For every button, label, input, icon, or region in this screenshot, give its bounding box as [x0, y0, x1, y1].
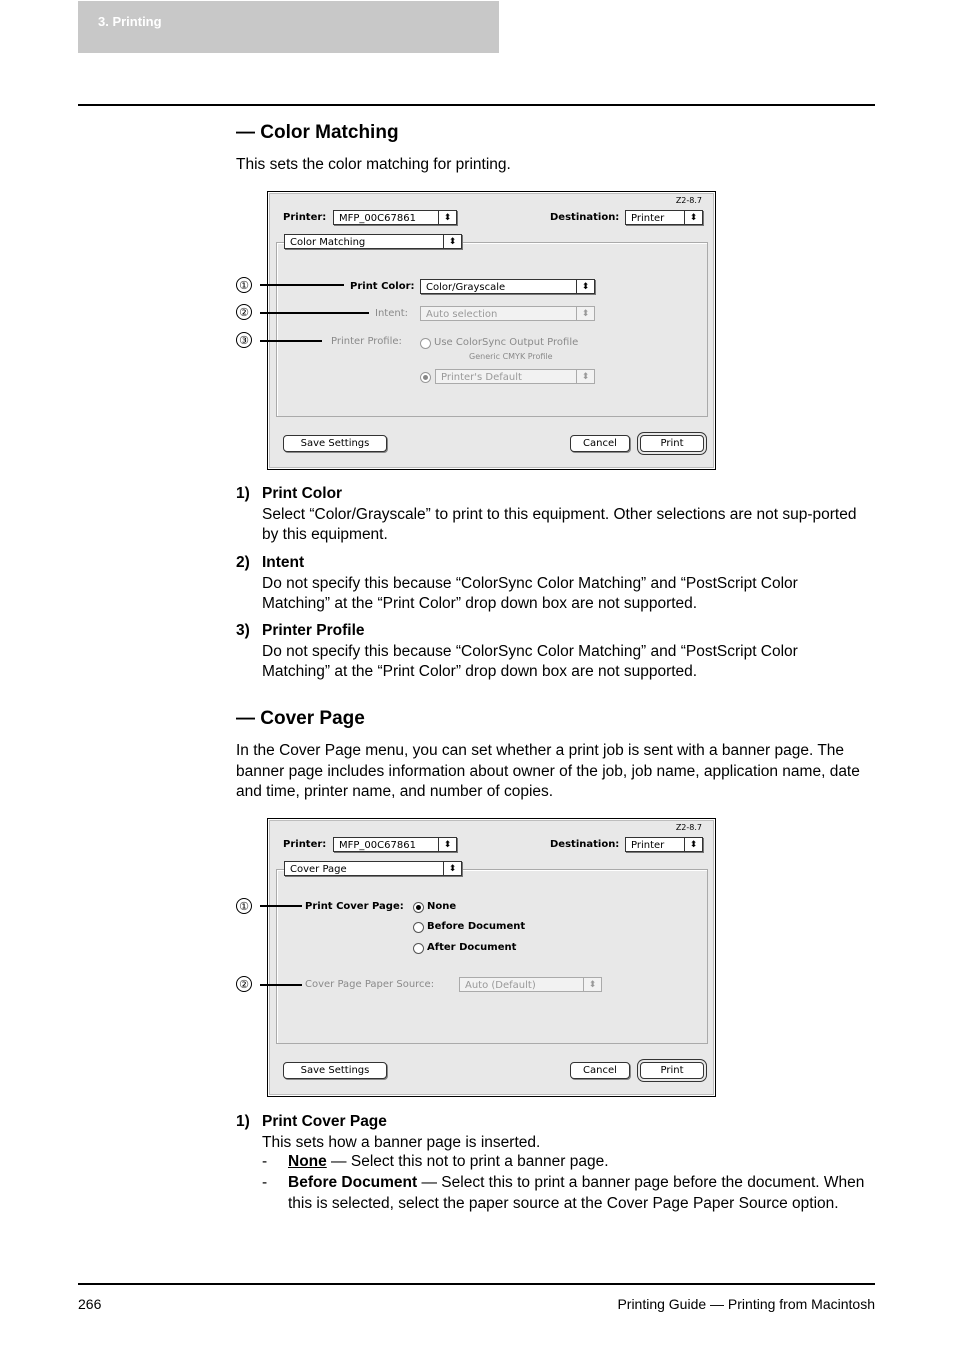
settings-group-box — [276, 242, 708, 417]
callout-3: ③ — [236, 332, 252, 348]
print-cover-page-label: Print Cover Page: — [305, 901, 404, 912]
callout-1: ① — [236, 898, 252, 914]
printer-popup-value: MFP_00C67861 — [339, 213, 416, 224]
popup-arrows-icon: ⬍ — [576, 280, 594, 293]
bullet-dash: - — [262, 1153, 268, 1170]
popup-arrows-icon: ⬍ — [684, 211, 702, 224]
callout-2: ② — [236, 304, 252, 320]
callout-line — [260, 340, 322, 342]
bottom-rule — [78, 1283, 875, 1285]
dialog-version: Z2-8.7 — [675, 196, 702, 205]
after-document-option-label: After Document — [427, 942, 517, 953]
footer-title: Printing Guide — Printing from Macintosh — [617, 1296, 875, 1312]
popup-arrows-icon: ⬍ — [576, 370, 594, 383]
callout-line — [260, 312, 369, 314]
item-description: This sets how a banner page is inserted. — [262, 1133, 541, 1151]
callout-line — [260, 284, 344, 286]
cover-page-dialog — [267, 818, 716, 1097]
printer-label: Printer: — [283, 212, 327, 223]
bullet-dash: - — [262, 1174, 268, 1191]
item-description: Do not specify this because “ColorSync Color Matching” and “PostScript Color Matching” at the “Print Color” drop down box are not supported. — [262, 642, 798, 680]
item-number: 1) — [236, 1113, 250, 1130]
callout-line — [260, 905, 302, 907]
intent-popup[interactable] — [420, 306, 595, 321]
none-option-label: None — [427, 901, 457, 912]
printer-profile-label: Printer Profile: — [331, 336, 402, 347]
paper-source-popup[interactable] — [459, 977, 602, 992]
print-color-popup[interactable] — [420, 279, 595, 294]
item-title: Print Cover Page — [262, 1113, 387, 1130]
page-number: 266 — [78, 1296, 102, 1312]
print-color-value: Color/Grayscale — [426, 282, 506, 293]
destination-label: Destination: — [550, 839, 620, 850]
before-document-option-label: Before Document — [427, 921, 526, 932]
printer-popup[interactable] — [333, 837, 457, 852]
list-item — [236, 1112, 861, 1153]
callout-2: ② — [236, 976, 252, 992]
popup-arrows-icon: ⬍ — [438, 211, 456, 224]
popup-arrows-icon: ⬍ — [576, 307, 594, 320]
printer-label: Printer: — [283, 839, 327, 850]
settings-group-box — [276, 869, 708, 1044]
before-document-radio[interactable] — [413, 922, 424, 933]
print-color-label: Print Color: — [350, 281, 415, 292]
section-title: 3. Printing — [98, 14, 162, 29]
bullet-item — [262, 1152, 874, 1173]
printer-default-value: Printer's Default — [441, 372, 522, 383]
print-button[interactable]: Print — [640, 1062, 704, 1079]
intent-value: Auto selection — [426, 309, 498, 320]
item-title: Printer Profile — [262, 622, 365, 639]
bullet-text: — Select this not to print a banner page. — [326, 1153, 609, 1170]
after-document-radio[interactable] — [413, 943, 424, 954]
popup-arrows-icon: ⬍ — [443, 862, 461, 875]
popup-arrows-icon: ⬍ — [684, 838, 702, 851]
printer-popup-value: MFP_00C67861 — [339, 840, 416, 851]
destination-popup-value: Printer — [631, 213, 665, 224]
panel-popup[interactable] — [284, 234, 462, 249]
destination-label: Destination: — [550, 212, 620, 223]
destination-popup-value: Printer — [631, 840, 665, 851]
item-number: 2) — [236, 554, 250, 571]
destination-popup[interactable] — [625, 210, 703, 225]
section-header-tab — [78, 1, 499, 53]
panel-popup[interactable] — [284, 861, 462, 876]
panel-popup-value: Cover Page — [290, 864, 347, 875]
list-item — [236, 553, 861, 615]
item-title: Intent — [262, 554, 305, 571]
popup-arrows-icon: ⬍ — [438, 838, 456, 851]
colorsync-profile-radio[interactable] — [420, 338, 431, 349]
callout-1: ① — [236, 277, 252, 293]
color-matching-intro: This sets the color matching for printing. — [236, 156, 511, 173]
print-button[interactable]: Print — [640, 435, 704, 452]
item-number: 3) — [236, 622, 250, 639]
printer-default-popup[interactable] — [435, 369, 595, 384]
cover-page-heading: — Cover Page — [236, 708, 365, 729]
printer-popup[interactable] — [333, 210, 457, 225]
item-description: Do not specify this because “ColorSync Color Matching” and “PostScript Color Matching” at the “Print Color” drop down box are not supported. — [262, 574, 798, 612]
bullet-text: — Select this to print a banner page before the document. When this is selected, select the paper source at the Cover Page Paper Source option. — [288, 1174, 865, 1212]
item-title: Print Color — [262, 485, 343, 502]
bullet-item — [262, 1173, 874, 1214]
item-number: 1) — [236, 485, 250, 502]
cancel-button[interactable]: Cancel — [570, 435, 630, 452]
dialog-version: Z2-8.7 — [675, 823, 702, 832]
callout-line — [260, 984, 302, 986]
list-item — [236, 484, 861, 546]
panel-popup-value: Color Matching — [290, 237, 366, 248]
item-description: Select “Color/Grayscale” to print to this equipment. Other selections are not sup-ported by this equipment. — [262, 505, 857, 543]
none-radio[interactable] — [413, 902, 424, 913]
save-settings-button[interactable]: Save Settings — [283, 435, 387, 452]
intent-label: Intent: — [375, 308, 408, 319]
bullet-term: Before Document — [288, 1174, 418, 1191]
colorsync-profile-option: Use ColorSync Output Profile — [434, 337, 579, 348]
printer-default-radio[interactable] — [420, 372, 431, 383]
popup-arrows-icon: ⬍ — [443, 235, 461, 248]
popup-arrows-icon: ⬍ — [583, 978, 601, 991]
paper-source-value: Auto (Default) — [465, 980, 536, 991]
cover-page-intro: In the Cover Page menu, you can set whether a print job is sent with a banner page. The banner page includes information about owner of the job, job name, application name, date and time, printer name, and number of copies. — [236, 742, 860, 800]
bullet-term: None — [288, 1153, 327, 1170]
destination-popup[interactable] — [625, 837, 703, 852]
generic-cmyk-profile-text: Generic CMYK Profile — [469, 352, 553, 361]
color-matching-heading: — Color Matching — [236, 122, 399, 143]
save-settings-button[interactable]: Save Settings — [283, 1062, 387, 1079]
list-item — [236, 621, 861, 683]
cancel-button[interactable]: Cancel — [570, 1062, 630, 1079]
color-matching-dialog — [267, 191, 716, 470]
top-rule — [78, 104, 875, 106]
cover-page-paper-source-label: Cover Page Paper Source: — [305, 979, 435, 990]
